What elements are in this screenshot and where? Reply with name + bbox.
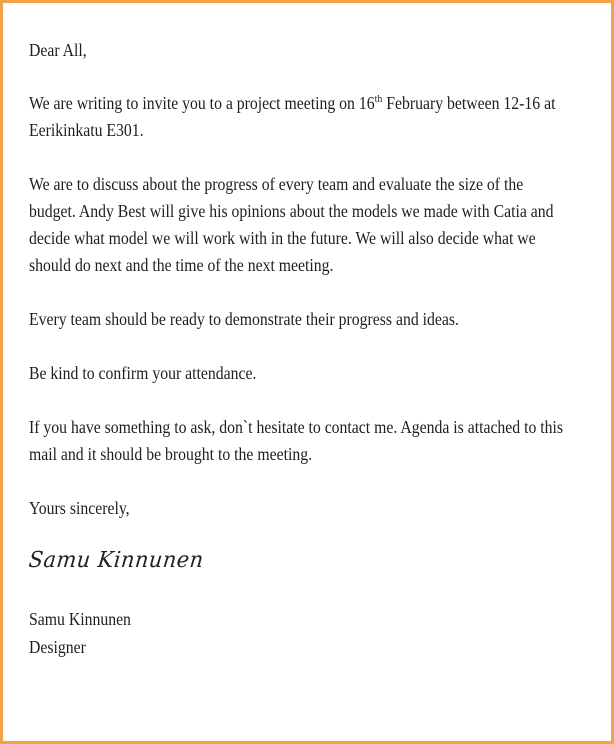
meeting-location: Eerikinkatu E301.	[29, 120, 144, 140]
paragraph-ready: Every team should be ready to demonstrate their progress and ideas.	[29, 309, 459, 329]
agenda-line: should do next and the time of the next meeting.	[29, 255, 334, 275]
sender-title: Designer	[29, 637, 86, 657]
paragraph-confirm: Be kind to confirm your attendance.	[29, 363, 257, 383]
handwritten-signature: Samu Kinnunen	[27, 548, 205, 573]
paragraph-agenda	[29, 171, 601, 279]
paragraph-invitation	[29, 90, 601, 144]
invitation-text: We are writing to invite you to a project meeting on 16	[29, 93, 375, 113]
contact-line: If you have something to ask, don`t hesitate to contact me. Agenda is attached to this	[29, 417, 564, 437]
paragraph-contact	[29, 414, 601, 468]
sender-name: Samu Kinnunen	[29, 609, 131, 629]
greeting: Dear All,	[29, 40, 87, 60]
contact-line: mail and it should be brought to the meeting.	[29, 444, 313, 464]
agenda-line: budget. Andy Best will give his opinions about the models we made with Catia and	[29, 201, 554, 221]
signature-block	[29, 605, 131, 661]
agenda-line: We are to discuss about the progress of every team and evaluate the size of the	[29, 174, 524, 194]
closing: Yours sincerely,	[29, 498, 130, 518]
letter-body	[29, 37, 601, 552]
date-ordinal-suffix: th	[374, 93, 383, 106]
invitation-text-cont: February between 12-16 at	[382, 93, 556, 113]
agenda-line: decide what model we will work with in the future. We will also decide what we	[29, 228, 536, 248]
